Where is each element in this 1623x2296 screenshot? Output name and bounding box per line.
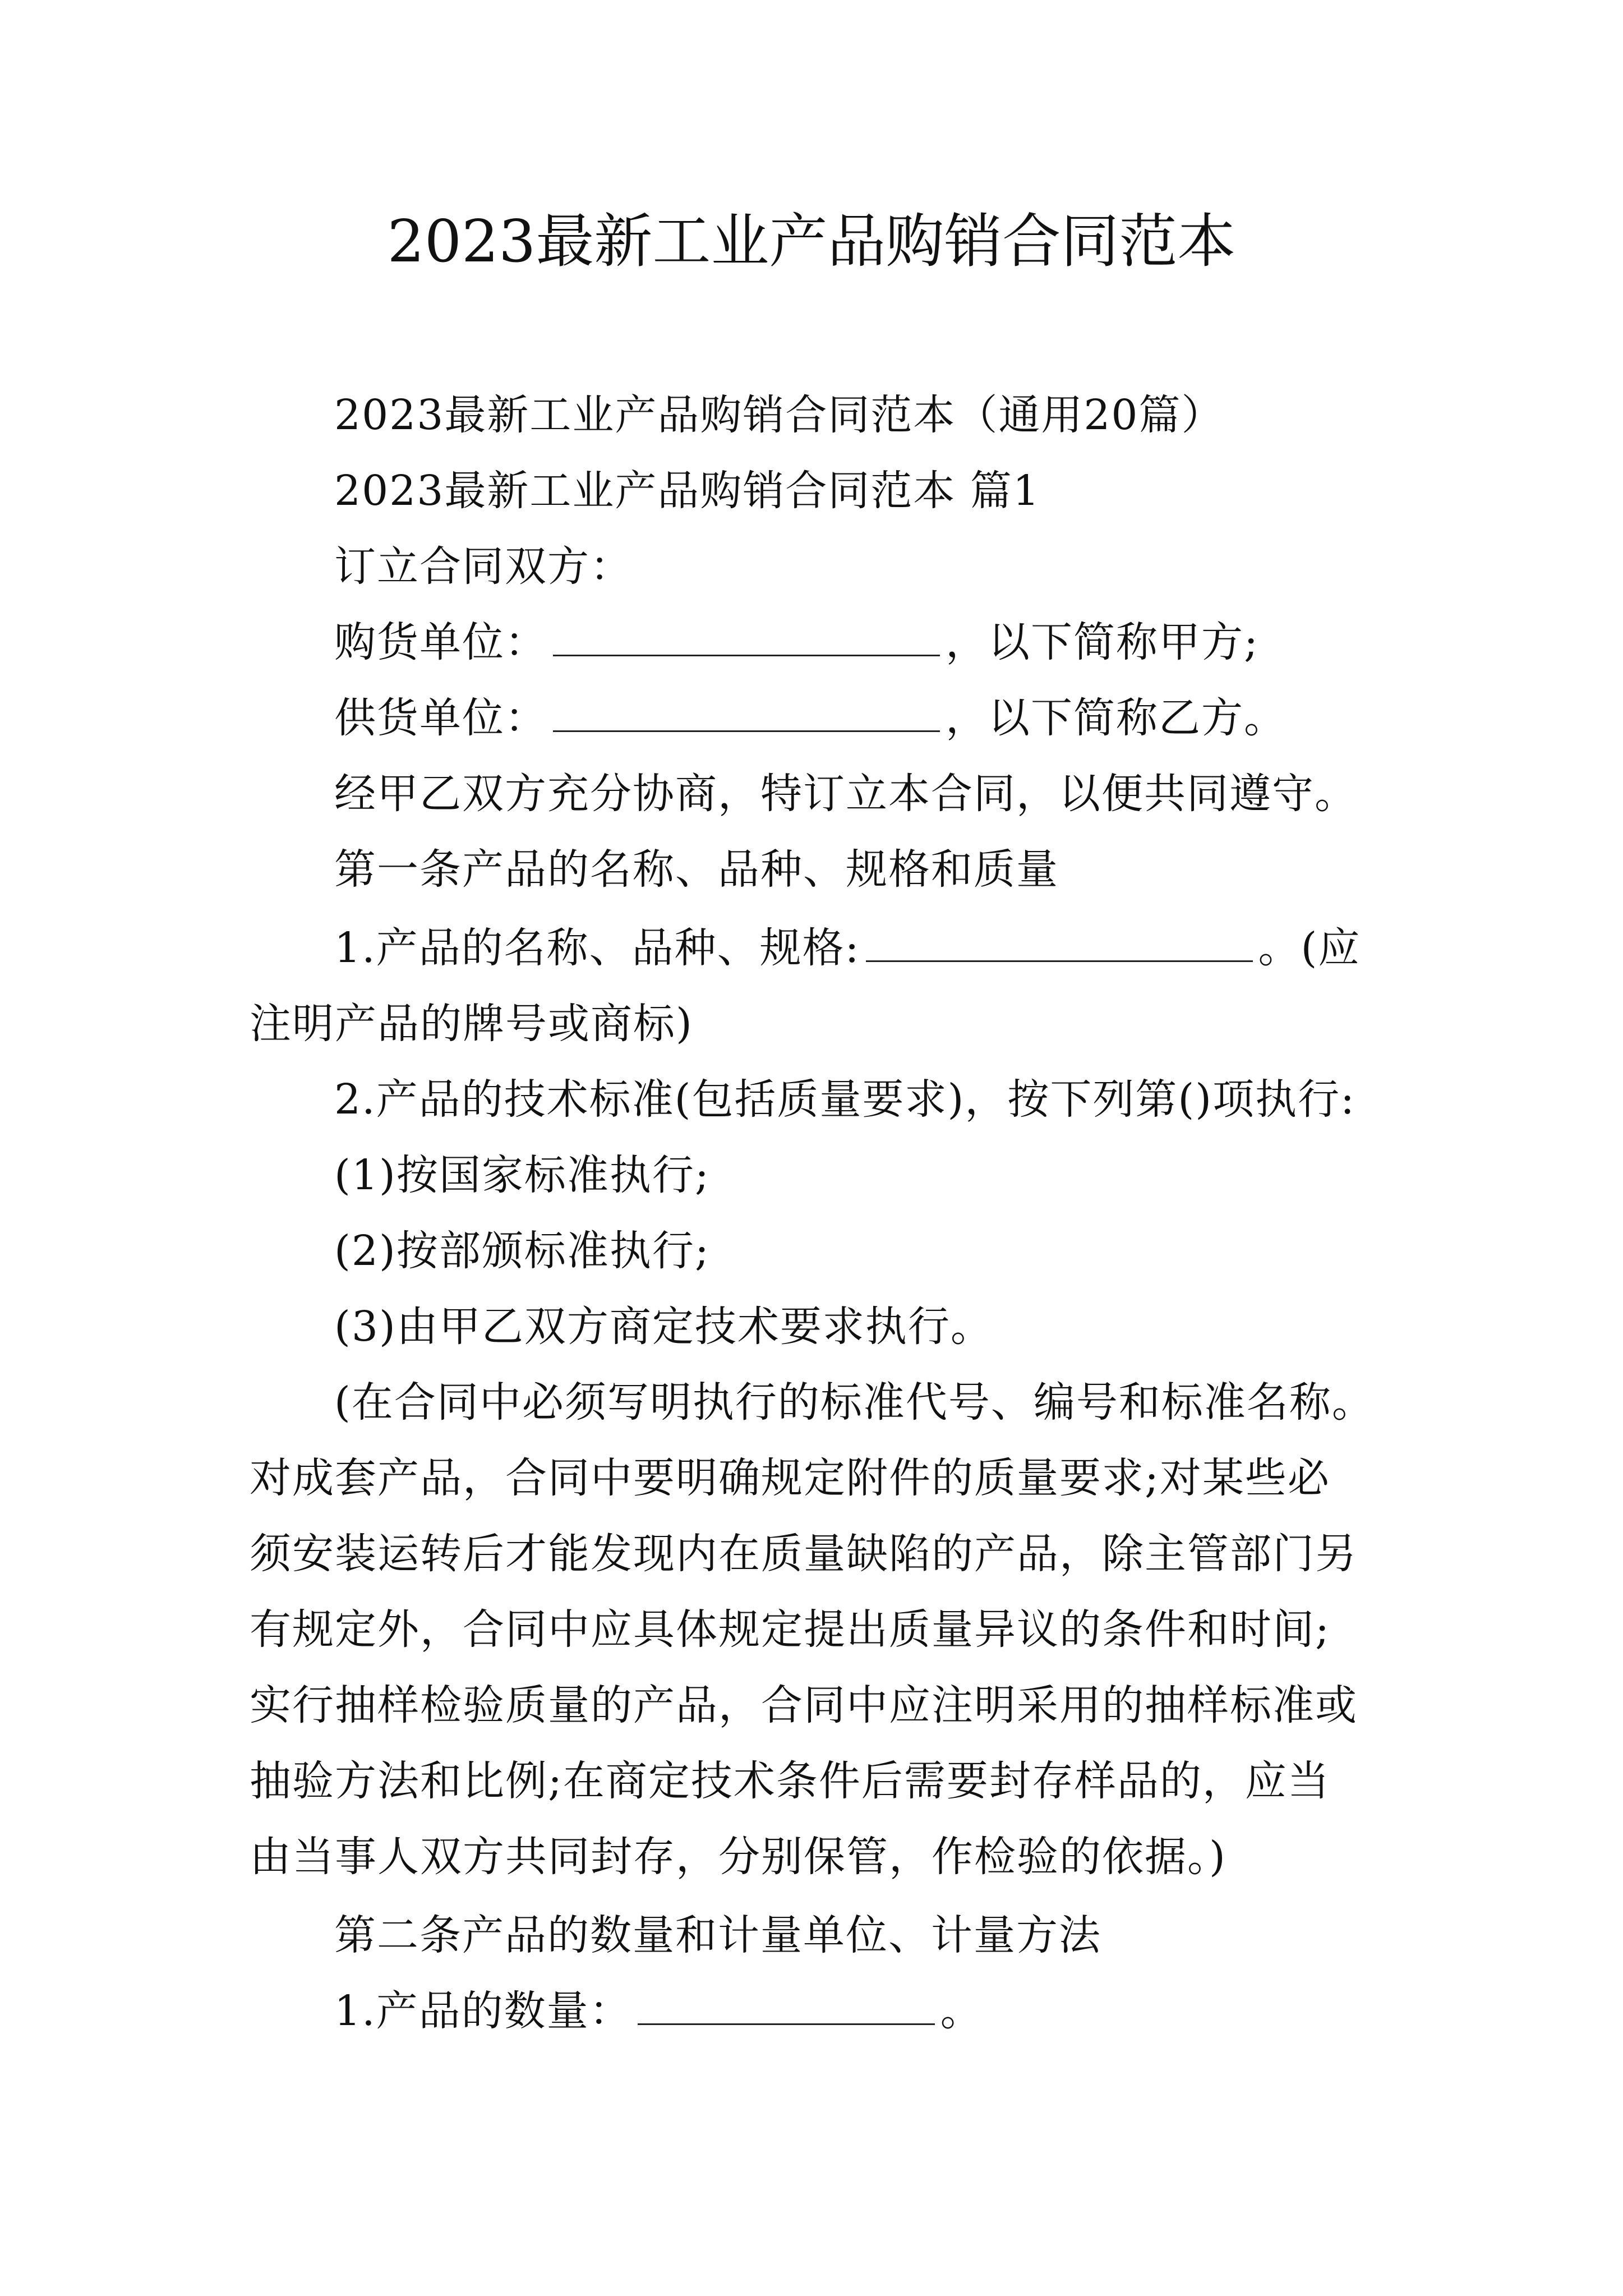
section-heading-part1: 2023最新工业产品购销合同范本 篇1 — [334, 467, 1040, 515]
article-two-heading: 第二条产品的数量和计量单位、计量方法 — [334, 1911, 1101, 1959]
buyer-blank-field[interactable] — [553, 615, 940, 656]
technical-standard-line: 2.产品的技术标准(包括质量要求)，按下列第()项执行: — [334, 1075, 1356, 1124]
product-spec-label: 1.产品的名称、品种、规格: — [334, 924, 860, 972]
product-spec-suffix: 。(应 — [1258, 924, 1361, 972]
note-paragraph-line: 对成套产品，合同中要明确规定附件的质量要求;对某些必 — [250, 1454, 1330, 1502]
note-paragraph-line: 由当事人双方共同封存，分别保管，作检验的依据。) — [250, 1833, 1227, 1881]
parties-heading: 订立合同双方： — [334, 542, 633, 591]
note-paragraph-line: 有规定外，合同中应具体规定提出质量异议的条件和时间; — [250, 1605, 1330, 1654]
quantity-line — [334, 1983, 983, 2039]
buyer-suffix: ，以下简称甲方; — [946, 618, 1259, 666]
option-agreed-standard: (3)由甲乙双方商定技术要求执行。 — [334, 1303, 993, 1351]
option-ministry-standard: (2)按部颁标准执行; — [334, 1227, 710, 1275]
article-one-heading: 第一条产品的名称、品种、规格和质量 — [334, 845, 1059, 894]
option-national-standard: (1)按国家标准执行; — [334, 1151, 710, 1199]
quantity-suffix: 。 — [940, 1987, 983, 2035]
note-paragraph-line: 须安装运转后才能发现内在质量缺陷的产品，除主管部门另 — [250, 1530, 1358, 1578]
document-title: 2023最新工业产品购销合同范本 — [387, 207, 1236, 275]
supplier-label: 供货单位： — [334, 694, 547, 742]
product-spec-line — [334, 920, 1361, 976]
supplier-line — [334, 690, 1287, 746]
contract-subtitle: 2023最新工业产品购销合同范本（通用20篇） — [334, 391, 1224, 439]
buyer-line — [334, 614, 1259, 670]
note-paragraph-line: 抽验方法和比例;在商定技术条件后需要封存样品的，应当 — [250, 1757, 1330, 1805]
quantity-label: 1.产品的数量： — [334, 1987, 632, 2035]
product-spec-note: 注明产品的牌号或商标) — [250, 1000, 693, 1048]
supplier-suffix: ，以下简称乙方。 — [946, 694, 1287, 742]
supplier-blank-field[interactable] — [553, 691, 940, 732]
agreement-statement: 经甲乙双方充分协商，特订立本合同，以便共同遵守。 — [334, 770, 1357, 818]
product-spec-blank-field[interactable] — [866, 921, 1253, 962]
note-paragraph-line: (在合同中必须写明执行的标准代号、编号和标准名称。 — [334, 1378, 1375, 1427]
buyer-label: 购货单位： — [334, 618, 547, 666]
quantity-blank-field[interactable] — [638, 1984, 935, 2025]
note-paragraph-line: 实行抽样检验质量的产品，合同中应注明采用的抽样标准或 — [250, 1681, 1358, 1729]
